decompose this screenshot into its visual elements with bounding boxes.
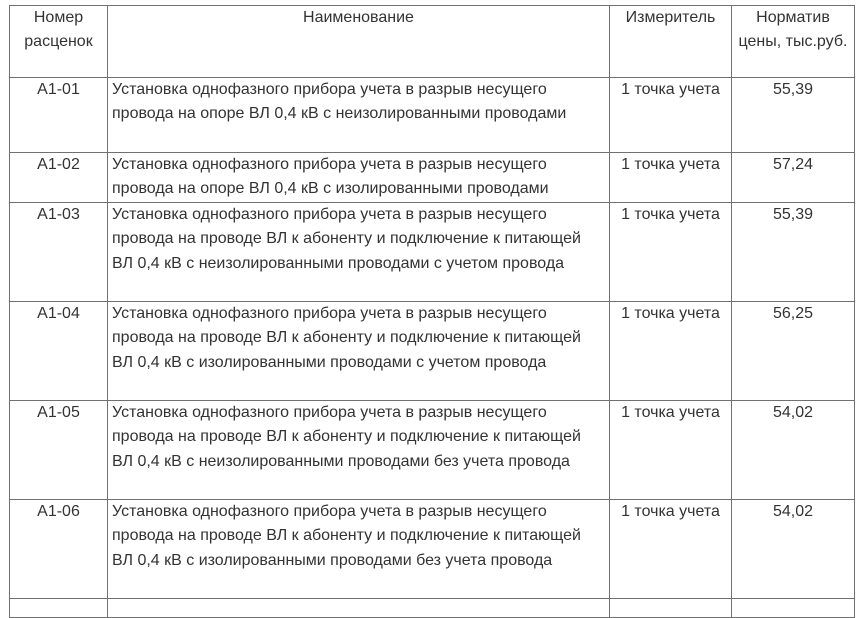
cell-price [732, 203, 855, 302]
header-number-label: Номер расценок [24, 9, 93, 51]
cell-price-text: 54,02 [772, 503, 814, 520]
cell-code [10, 302, 108, 401]
table-row [10, 500, 855, 599]
cell-code [10, 203, 108, 302]
price-table-body [10, 6, 855, 618]
cell-name [108, 599, 610, 618]
cell-name [108, 500, 610, 599]
header-price-label: Норматив цены, тыс.руб. [738, 9, 848, 51]
cell-code-text: А1-04 [37, 305, 80, 322]
cell-price [732, 599, 855, 618]
cell-price-text: 54,02 [772, 404, 814, 421]
cell-unit-text: 1 точка учета [621, 404, 720, 421]
cell-name-text: Установка однофазного прибора учета в разрыв несущего провода на проводе ВЛ к абоненту и подключение к питающей ВЛ 0,4 кВ с неизолированными проводами с учетом провода [112, 206, 581, 272]
cell-unit [610, 599, 732, 618]
table-row [10, 401, 855, 500]
header-name-label: Наименование [303, 9, 414, 26]
cell-name-text: Установка однофазного прибора учета в разрыв несущего провода на проводе ВЛ к абоненту и подключение к питающей ВЛ 0,4 кВ с изолированными проводами с учетом провода [112, 305, 581, 371]
table-row [10, 302, 855, 401]
cell-unit [610, 78, 732, 153]
header-price [732, 6, 855, 78]
cell-code-text: А1-06 [37, 503, 80, 520]
cell-name [108, 153, 610, 203]
cell-unit-text: 1 точка учета [621, 305, 720, 322]
header-name [108, 6, 610, 78]
header-unit-label: Измеритель [625, 9, 716, 26]
cell-code-text: А1-03 [37, 206, 80, 223]
cell-unit [610, 153, 732, 203]
price-table [9, 5, 855, 618]
cell-price-text: 55,39 [772, 206, 814, 223]
cell-unit [610, 401, 732, 500]
header-number [10, 6, 108, 78]
cell-name-text: Установка однофазного прибора учета в разрыв несущего провода на опоре ВЛ 0,4 кВ с изолированными проводами [112, 156, 549, 198]
cell-unit-text: 1 точка учета [621, 503, 720, 520]
cell-unit-text: 1 точка учета [621, 206, 720, 223]
cell-code [10, 599, 108, 618]
cell-name [108, 203, 610, 302]
cell-name [108, 401, 610, 500]
cell-name-text: Установка однофазного прибора учета в разрыв несущего провода на проводе ВЛ к абоненту и подключение к питающей ВЛ 0,4 кВ с изолированными проводами без учета провода [112, 503, 581, 569]
header-row [10, 6, 855, 78]
cell-unit-text: 1 точка учета [621, 81, 720, 98]
header-unit [610, 6, 732, 78]
cell-unit [610, 203, 732, 302]
cell-price [732, 401, 855, 500]
cell-unit [610, 500, 732, 599]
table-row-cut-off [10, 599, 855, 618]
table-row [10, 78, 855, 153]
cell-code [10, 78, 108, 153]
cell-code [10, 401, 108, 500]
cell-price-text: 55,39 [772, 81, 814, 98]
cell-price [732, 78, 855, 153]
cell-price [732, 500, 855, 599]
cell-price [732, 302, 855, 401]
cell-code-text: А1-01 [37, 81, 80, 98]
table-row [10, 153, 855, 203]
cell-price-text: 56,25 [772, 305, 814, 322]
cell-code-text: А1-02 [37, 156, 80, 173]
cell-name [108, 78, 610, 153]
cell-code-text: А1-05 [37, 404, 80, 421]
cell-unit [610, 302, 732, 401]
cell-name-text: Установка однофазного прибора учета в разрыв несущего провода на опоре ВЛ 0,4 кВ с неизолированными проводами [112, 81, 567, 123]
cell-unit-text: 1 точка учета [621, 156, 720, 173]
cell-name [108, 302, 610, 401]
cell-code [10, 500, 108, 599]
cell-price [732, 153, 855, 203]
cell-price-text: 57,24 [772, 156, 814, 173]
cell-code [10, 153, 108, 203]
cell-name-text: Установка однофазного прибора учета в разрыв несущего провода на проводе ВЛ к абоненту и подключение к питающей ВЛ 0,4 кВ с неизолированными проводами без учета провода [112, 404, 581, 470]
table-row [10, 203, 855, 302]
